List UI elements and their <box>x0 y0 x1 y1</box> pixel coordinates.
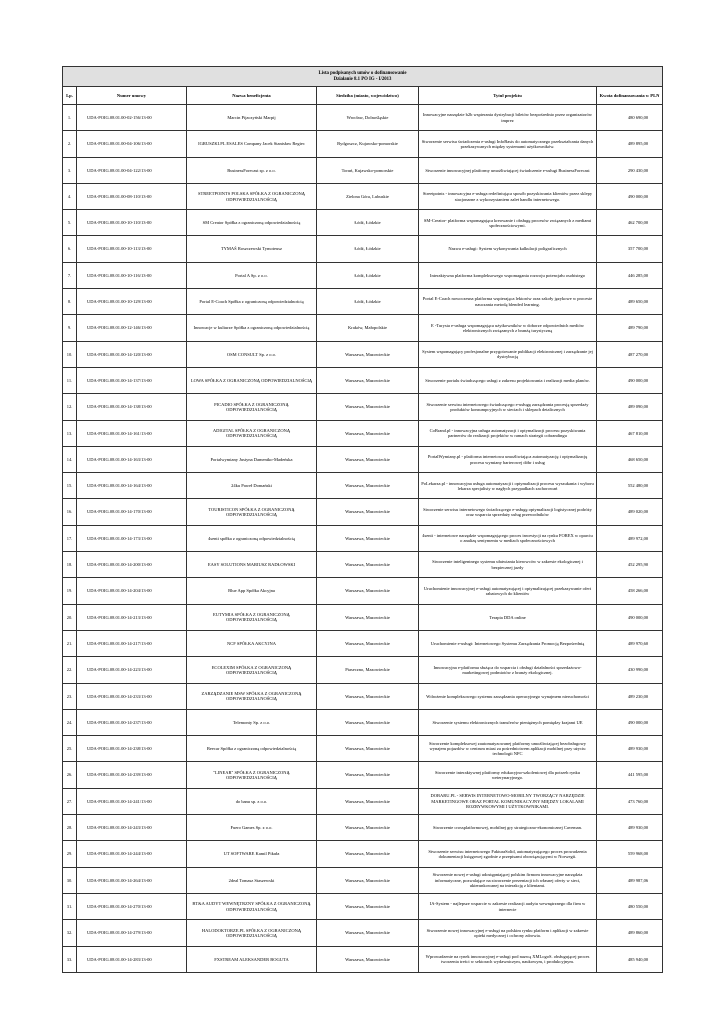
beneficiary-name: NCF SPÓŁKA AKCYJNA <box>187 630 317 656</box>
table-row <box>63 105 663 131</box>
beneficiary-seat: Warszawa, Mazowieckie <box>317 604 419 630</box>
row-lp: 8. <box>63 289 77 315</box>
contract-number: UDA-POIG.08.01.00-14-138/13-00 <box>77 394 187 420</box>
project-title: Stworzenie interaktywnej platformy edukacyjno-szkoleniowej dla potrzeb rynku weterynaryjnego. <box>419 762 597 788</box>
contract-number: UDA-POIG.08.01.00-14-283/13-00 <box>77 946 187 972</box>
beneficiary-name: STREETPOINTS POLSKA SPÓŁKA Z OGRANICZONĄ ODPOWIEDZIALNOŚCIĄ <box>187 183 317 209</box>
funding-amount: 452 295,90 <box>597 552 663 578</box>
contract-number: UDA-POIG.08.01.00-02-156/13-00 <box>77 105 187 131</box>
beneficiary-seat: Wrocław, Dolnośląskie <box>317 105 419 131</box>
beneficiary-seat: Warszawa, Mazowieckie <box>317 420 419 446</box>
row-lp: 25. <box>63 736 77 762</box>
beneficiary-seat: Warszawa, Mazowieckie <box>317 341 419 367</box>
project-title: Stworzenie crossplatformowej, mobilnej gry strategiczno-ekonomicznej Caveman. <box>419 815 597 841</box>
project-title: PoLekarza.pl - innowacyjna usługa automatyzacji i optymalizacji procesu wyszukania i wyboru lekarza specjalisty w nagłych przypadkach zachorowań <box>419 473 597 499</box>
contract-number: UDA-POIG.08.01.00-14-241/13-00 <box>77 788 187 814</box>
beneficiary-seat: Warszawa, Mazowieckie <box>317 841 419 867</box>
project-title: Terapia DDA online <box>419 604 597 630</box>
beneficiary-seat: Łódź, Łódzkie <box>317 262 419 288</box>
table-row <box>63 394 663 420</box>
table-row <box>63 920 663 946</box>
beneficiary-name: SM Creator Spółka z ograniczoną odpowiedzialnością <box>187 210 317 236</box>
beneficiary-name: HALODOKTORZE.PL SPÓŁKA Z OGRANICZONĄ ODPOWIEDZIALNOŚCIĄ <box>187 920 317 946</box>
contract-number: UDA-POIG.08.01.00-14-237/13-00 <box>77 709 187 735</box>
table-row <box>63 131 663 157</box>
row-lp: 13. <box>63 420 77 446</box>
table-row <box>63 893 663 919</box>
beneficiary-name: TYMAŚ Roszczewski Tymoteusz <box>187 236 317 262</box>
table-row <box>63 788 663 814</box>
beneficiary-name: Telemonty Sp. z o.o. <box>187 709 317 735</box>
funding-amount: 468 650,00 <box>597 446 663 472</box>
project-title: Stworzenie inteligentnego systemu ułatwiania kierowców w zakresie ekologicznej i bezpiecznej jazdy <box>419 552 597 578</box>
title-line-2: Działanie 8.1 PO IG - I/2013 <box>333 76 392 82</box>
project-title: Stworzenie nowej e-usługi udostępniającej polskim firmom innowacyjne narzędzia informatyczne, pozwalające na stworzenie prezentacji ich własnej oferty w sieci, ukierunkowanej na interakcję z klientami. <box>419 867 597 893</box>
project-title: IA-System - najlepsze wsparcie w zakresie realizacji audytu wewnętrznego dla firm w internecie <box>419 893 597 919</box>
contract-number: UDA-POIG.08.01.00-14-239/13-00 <box>77 762 187 788</box>
table-row <box>63 420 663 446</box>
project-title: SM-Creator- platforma wspomagająca kreowanie i obsługę procesów związanych z mediami społecznościowymi. <box>419 210 597 236</box>
beneficiary-seat: Warszawa, Mazowieckie <box>317 473 419 499</box>
table-row <box>63 604 663 630</box>
project-title: Wprowadzenie na rynek innowacyjnej e-usługi pod nazwą XMLogoS. obsługującej proces tworzenia treści w sektorach wydawniczym, naukowym, i produkcyjnym. <box>419 946 597 972</box>
contract-number: UDA-POIG.08.01.00-14-170/13-00 <box>77 499 187 525</box>
project-title: Stworzenie serwisu internetowego świadczącego e-usługę zarządzania procesją sprzedaży produktów konsumpcyjnych w sieciach i sklepach detalicznych <box>419 394 597 420</box>
project-title: Portal E-Coach nowoczesna platforma wspierająca lektorów oraz szkoły językowe w procesie nauczania metodą blended learning. <box>419 289 597 315</box>
row-lp: 30. <box>63 867 77 893</box>
beneficiary-name: ECOLEXIM SPÓŁKA Z OGRANICZONĄ ODPOWIEDZIALNOŚCIĄ <box>187 657 317 683</box>
funding-amount: 489 020,00 <box>597 499 663 525</box>
beneficiary-name: FXSTREAM ALEKSANDER BOGUTA <box>187 946 317 972</box>
funding-amount: 490 000,00 <box>597 183 663 209</box>
funding-amount: 430 990,00 <box>597 657 663 683</box>
beneficiary-seat: Warszawa, Mazowieckie <box>317 367 419 393</box>
beneficiary-seat: Warszawa, Mazowieckie <box>317 736 419 762</box>
beneficiary-seat: Piaseczno, Mazowieckie <box>317 657 419 683</box>
row-lp: 32. <box>63 920 77 946</box>
beneficiary-seat: Warszawa, Mazowieckie <box>317 683 419 709</box>
beneficiary-name: TOURISTICON SPÓŁKA Z OGRANICZONĄ ODPOWIEDZIALNOŚCIĄ <box>187 499 317 525</box>
table-title-row <box>63 67 663 87</box>
header-beneficiary: Nazwa beneficjenta <box>187 87 317 105</box>
beneficiary-name: 24ku Paweł Domański <box>187 473 317 499</box>
contract-number: UDA-POIG.08.01.00-10-116/13-00 <box>77 262 187 288</box>
document-page <box>62 66 662 973</box>
row-lp: 29. <box>63 841 77 867</box>
funding-amount: 446 285,00 <box>597 262 663 288</box>
contract-number: UDA-POIG.08.01.00-14-238/13-00 <box>77 736 187 762</box>
table-body <box>63 105 663 973</box>
beneficiary-name: OSM CONSULT Sp. z o.o. <box>187 341 317 367</box>
funding-amount: 290 430,00 <box>597 157 663 183</box>
beneficiary-name: Blue App Spółka Akcyjna <box>187 578 317 604</box>
table-row <box>63 578 663 604</box>
funding-amount: 559 968,00 <box>597 841 663 867</box>
row-lp: 2. <box>63 131 77 157</box>
table-row <box>63 946 663 972</box>
table-row <box>63 709 663 735</box>
row-lp: 12. <box>63 394 77 420</box>
project-title: Nazwa e-usługi: System wykonywania kalkulacji poligraficznych <box>419 236 597 262</box>
beneficiary-name: UT SOFTWARE Kamil Pikuła <box>187 841 317 867</box>
project-title: Uruchomienie innowacyjnej e-usługi automatyzującej i optymalizującej przekazywanie ofert rabatowych do klientów <box>419 578 597 604</box>
row-lp: 5. <box>63 210 77 236</box>
contract-number: UDA-POIG.08.01.00-14-137/13-00 <box>77 367 187 393</box>
funding-amount: 357 700,00 <box>597 236 663 262</box>
contract-number: UDA-POIG.08.01.00-14-204/13-00 <box>77 578 187 604</box>
funding-amount: 489 930,00 <box>597 815 663 841</box>
beneficiary-name: Portal E-Coach Spółka z ograniczoną odpowiedzialnością <box>187 289 317 315</box>
funding-amount: 462 700,00 <box>597 210 663 236</box>
funding-amount: 458 266,00 <box>597 578 663 604</box>
contract-number: UDA-POIG.08.01.00-14-233/13-00 <box>77 683 187 709</box>
project-title: Stworzenie serwisu internetowego FakturaSolid, automatyzującego proces prowadzenia dokumentacji księgowej zgodnie z przepisami obowiązującymi w Norwegii. <box>419 841 597 867</box>
table-row <box>63 630 663 656</box>
row-lp: 1. <box>63 105 77 131</box>
project-title: PortalWymiany.pl - platforma internetowa umożliwiająca automatyzację i optymalizację procesu wymiany barterowej dóbr i usług <box>419 446 597 472</box>
beneficiary-seat: Warszawa, Mazowieckie <box>317 394 419 420</box>
contract-number: UDA-POIG.08.01.00-04-122/13-00 <box>77 157 187 183</box>
row-lp: 10. <box>63 341 77 367</box>
beneficiary-name: Innowacje w kulturze Spółka z ograniczoną odpowiedzialnością <box>187 315 317 341</box>
row-lp: 3. <box>63 157 77 183</box>
contract-number: UDA-POIG.08.01.00-14-164/13-00 <box>77 473 187 499</box>
contract-number: UDA-POIG.08.01.00-14-244/13-00 <box>77 841 187 867</box>
table-row <box>63 183 663 209</box>
project-title: 4senti - internetowe narzędzie wspomagającego proces inwestycji na rynku FOREX w oparciu o analizę sentymentu w mediach społecznościowych <box>419 525 597 551</box>
project-title: Interaktywna platforma kompleksowego wspomagania rozwoju potencjału osobistego <box>419 262 597 288</box>
contract-number: UDA-POIG.08.01.00-10-113/13-00 <box>77 236 187 262</box>
contracts-table <box>62 66 663 973</box>
funding-amount: 485 940,00 <box>597 946 663 972</box>
funding-amount: 489 972,00 <box>597 525 663 551</box>
table-row <box>63 262 663 288</box>
contract-number: UDA-POIG.08.01.00-14-213/13-00 <box>77 604 187 630</box>
table-row <box>63 552 663 578</box>
beneficiary-name: IGRUSZKI.PL ESALES Company Jacek Stanisław Regiec <box>187 131 317 157</box>
project-title: Stworzenie serwisu internetowego świadczącego e-usługę optymalizacji logistycznej podróży oraz wsparcia sprzedaży usług przewodników <box>419 499 597 525</box>
project-title: Innowacyjne narzędzie b2b wspierania dystrybucji biletów bezpośrednio przez organizatorów imprez <box>419 105 597 131</box>
project-title: Stworzenie kompleksowej zautomatyzowanej platformy umożliwiającej bezobsługowy wynajem pojazdów w centrum miast za pośrednictwem aplikacji mobilnej przy użyciu technologii NFC <box>419 736 597 762</box>
funding-amount: 489 860,00 <box>597 920 663 946</box>
row-lp: 18. <box>63 552 77 578</box>
beneficiary-seat: Warszawa, Mazowieckie <box>317 446 419 472</box>
funding-amount: 441 595,00 <box>597 762 663 788</box>
row-lp: 23. <box>63 683 77 709</box>
funding-amount: 489 895,00 <box>597 131 663 157</box>
header-contract-number: Numer umowy <box>77 87 187 105</box>
project-title: DOBARU.PL - SERWIS INTERNETOWO-MOBILNY TWORZĄCY NARZĘDZIE MARKETINGOWE ORAZ PORTAL KOMUNIKACYJNY MIĘDZY LOKALAMI ROZRYWKOWYMI I UŻYTKOWNIKAMI. <box>419 788 597 814</box>
title-line-1: Lista podpisanych umów o dofinansowanie <box>318 71 407 77</box>
beneficiary-name: EASY SOLUTIONS MARIUSZ RADŁOWSKI <box>187 552 317 578</box>
funding-amount: 489 930,00 <box>597 736 663 762</box>
row-lp: 19. <box>63 578 77 604</box>
contract-number: UDA-POIG.08.01.00-12-146/13-00 <box>77 315 187 341</box>
funding-amount: 487 270,00 <box>597 341 663 367</box>
beneficiary-seat: Warszawa, Mazowieckie <box>317 946 419 972</box>
row-lp: 22. <box>63 657 77 683</box>
table-row <box>63 525 663 551</box>
project-title: Stworzenie portalu świadczącego usługi z zakresu projektowania i realizacji media planów. <box>419 367 597 393</box>
row-lp: 6. <box>63 236 77 262</box>
table-row <box>63 289 663 315</box>
beneficiary-seat: Warszawa, Mazowieckie <box>317 920 419 946</box>
project-title: E -Turysta e-usługa wspomagająca użytkowników w doborze odpowiednich mediów elektronicznych związanych z branżą turystyczną <box>419 315 597 341</box>
table-row <box>63 867 663 893</box>
beneficiary-seat: Warszawa, Mazowieckie <box>317 762 419 788</box>
funding-amount: 490 000,00 <box>597 709 663 735</box>
table-row <box>63 236 663 262</box>
table-row <box>63 341 663 367</box>
funding-amount: 490 000,00 <box>597 604 663 630</box>
beneficiary-seat: Warszawa, Mazowieckie <box>317 788 419 814</box>
beneficiary-name: Portalwymiany Justyna Damentko-Madeńska <box>187 446 317 472</box>
project-title: System wspomagający profesjonalne przygotowanie publikacji elektronicznej i zarządzanie jej dystrybucją <box>419 341 597 367</box>
project-title: Wdrożenie kompleksowego systemu zarządzania operacyjnego wynajmem nieruchomości <box>419 683 597 709</box>
beneficiary-seat: Toruń, Kujawsko-pomorskie <box>317 157 419 183</box>
funding-amount: 489 090,00 <box>597 394 663 420</box>
beneficiary-seat: Zielona Góra, Lubuskie <box>317 183 419 209</box>
funding-amount: 490 000,00 <box>597 367 663 393</box>
row-lp: 17. <box>63 525 77 551</box>
table-row <box>63 446 663 472</box>
table-row <box>63 499 663 525</box>
contract-number: UDA-POIG.08.01.00-08-110/13-00 <box>77 183 187 209</box>
header-seat: Siedziba (miasto, województwo) <box>317 87 419 105</box>
table-row <box>63 367 663 393</box>
funding-amount: 552 480,00 <box>597 473 663 499</box>
beneficiary-seat: Warszawa, Mazowieckie <box>317 499 419 525</box>
beneficiary-name: Beecar Spółka z ograniczoną odpowiedzialnością <box>187 736 317 762</box>
table-row <box>63 815 663 841</box>
beneficiary-seat: Łódź, Łódzkie <box>317 289 419 315</box>
row-lp: 7. <box>63 262 77 288</box>
contract-number: UDA-POIG.08.01.00-14-264/13-00 <box>77 867 187 893</box>
row-lp: 4. <box>63 183 77 209</box>
header-row <box>63 87 663 105</box>
beneficiary-name: Portal A Sp. z o.o. <box>187 262 317 288</box>
contract-number: UDA-POIG.08.01.00-14-120/13-00 <box>77 341 187 367</box>
contract-number: UDA-POIG.08.01.00-14-163/13-00 <box>77 446 187 472</box>
beneficiary-seat: Warszawa, Mazowieckie <box>317 552 419 578</box>
contract-number: UDA-POIG.08.01.00-14-243/13-00 <box>77 815 187 841</box>
contract-number: UDA-POIG.08.01.00-14-173/13-00 <box>77 525 187 551</box>
row-lp: 15. <box>63 473 77 499</box>
table-row <box>63 841 663 867</box>
row-lp: 9. <box>63 315 77 341</box>
funding-amount: 489 987,06 <box>597 867 663 893</box>
table-title <box>63 67 663 87</box>
funding-amount: 489 790,00 <box>597 315 663 341</box>
table-row <box>63 736 663 762</box>
project-title: Innowacyjna e-platforma służąca do wsparcia i obsługi działalności sprzedażowo-marketingowej podmiotów z branży ekologicznej. <box>419 657 597 683</box>
project-title: Stworzenie innowacyjnej platformy umożliwiającej świadczenie e-usługi BusinessForecast <box>419 157 597 183</box>
table-row <box>63 657 663 683</box>
project-title: Stworzenie systemu elektronicznych transferów pieniężnych pomiędzy krajami UE <box>419 709 597 735</box>
beneficiary-name: ZARZĄDZANIE MSW SPÓŁKA Z OGRANICZONĄ ODPOWIEDZIALNOŚCIĄ <box>187 683 317 709</box>
funding-amount: 467 810,00 <box>597 420 663 446</box>
beneficiary-name: BT&A AUDYT WEWNĘTRZNY SPÓŁKA Z OGRANICZONĄ ODPOWIEDZIALNOŚCIĄ <box>187 893 317 919</box>
beneficiary-seat: Łódź, Łódzkie <box>317 236 419 262</box>
row-lp: 11. <box>63 367 77 393</box>
table-row <box>63 762 663 788</box>
row-lp: 20. <box>63 604 77 630</box>
beneficiary-name: BusinessForecast sp. z o.o. <box>187 157 317 183</box>
beneficiary-seat: Warszawa, Mazowieckie <box>317 867 419 893</box>
project-title: Streetpoints - innowacyjna e-usługa redefiniująca sposób pozyskiwania klientów przez sklepy stacjonarne z wykorzystaniem zaleŧ handlu internetowego. <box>419 183 597 209</box>
beneficiary-name: do banu sp. z o.o. <box>187 788 317 814</box>
funding-amount: 489 230,00 <box>597 683 663 709</box>
beneficiary-seat: Warszawa, Mazowieckie <box>317 578 419 604</box>
table-row <box>63 683 663 709</box>
beneficiary-name: "LINEAR" SPÓŁKA Z OGRANICZONĄ ODPOWIEDZIALNOŚCIĄ <box>187 762 317 788</box>
beneficiary-name: 2deal Tomasz Staszewski <box>187 867 317 893</box>
beneficiary-name: ADIGITAL SPÓŁKA Z OGRANICZONĄ ODPOWIEDZIALNOŚCIĄ <box>187 420 317 446</box>
contract-number: UDA-POIG.08.01.00-14-270/13-00 <box>77 893 187 919</box>
funding-amount: 489 970,60 <box>597 630 663 656</box>
beneficiary-seat: Warszawa, Mazowieckie <box>317 709 419 735</box>
row-lp: 16. <box>63 499 77 525</box>
funding-amount: 480 690,00 <box>597 105 663 131</box>
beneficiary-name: Marcin Pijaczyński Marpij <box>187 105 317 131</box>
row-lp: 14. <box>63 446 77 472</box>
row-lp: 26. <box>63 762 77 788</box>
beneficiary-name: PICADIO SPÓŁKA Z OGRANICZONĄ ODPOWIEDZIALNOŚCIĄ <box>187 394 317 420</box>
beneficiary-name: Fuero Games Sp. z o.o. <box>187 815 317 841</box>
project-title: Uruchomienie e-usługi: Internetowego Systemu Zarządzania Promocją Bezpośrednią <box>419 630 597 656</box>
row-lp: 28. <box>63 815 77 841</box>
beneficiary-name: LOWA SPÓŁKA Z OGRANICZONĄ ODPOWIEDZIALNOŚCIĄ <box>187 367 317 393</box>
contract-number: UDA-POIG.08.01.00-14-279/13-00 <box>77 920 187 946</box>
funding-amount: 480 550,00 <box>597 893 663 919</box>
header-amount: Kwota dofinansowania w PLN <box>597 87 663 105</box>
header-project-title: Tytuł projektu <box>419 87 597 105</box>
beneficiary-seat: Łódź, Łódzkie <box>317 210 419 236</box>
row-lp: 31. <box>63 893 77 919</box>
project-title: Stworzenie serwisu świadczenia e-usługi InfoBasis do automatycznego przekształcania danych przekazywanych między systemami użytkowników. <box>419 131 597 157</box>
beneficiary-seat: Warszawa, Mazowieckie <box>317 525 419 551</box>
row-lp: 33. <box>63 946 77 972</box>
row-lp: 24. <box>63 709 77 735</box>
beneficiary-seat: Bydgoszcz, Kujawsko-pomorskie <box>317 131 419 157</box>
contract-number: UDA-POIG.08.01.00-14-217/13-00 <box>77 630 187 656</box>
table-row <box>63 157 663 183</box>
contract-number: UDA-POIG.08.01.00-14-200/13-00 <box>77 552 187 578</box>
funding-amount: 473 760,00 <box>597 788 663 814</box>
contract-number: UDA-POIG.08.01.00-14-161/13-00 <box>77 420 187 446</box>
beneficiary-seat: Kraków, Małopolskie <box>317 315 419 341</box>
beneficiary-seat: Warszawa, Mazowieckie <box>317 893 419 919</box>
funding-amount: 489 650,00 <box>597 289 663 315</box>
beneficiary-name: 4senti spółka z ograniczoną odpowiedzialnością <box>187 525 317 551</box>
beneficiary-seat: Warszawa, Mazowieckie <box>317 630 419 656</box>
table-row <box>63 473 663 499</box>
row-lp: 21. <box>63 630 77 656</box>
contract-number: UDA-POIG.08.01.00-14-223/13-00 <box>77 657 187 683</box>
beneficiary-name: EUTYMIA SPÓŁKA Z OGRANICZONĄ ODPOWIEDZIALNOŚCIĄ <box>187 604 317 630</box>
header-lp: Lp. <box>63 87 77 105</box>
beneficiary-seat: Warszawa, Mazowieckie <box>317 815 419 841</box>
project-title: CoBrand.pl - innowacyjna usługa automatyzacji i optymalizacji procesu pozyskiwania partnerów do realizacji projektów w ramach strategii cobrandingu <box>419 420 597 446</box>
contract-number: UDA-POIG.08.01.00-10-110/13-00 <box>77 210 187 236</box>
contract-number: UDA-POIG.08.01.00-04-106/13-00 <box>77 131 187 157</box>
table-row <box>63 210 663 236</box>
table-row <box>63 315 663 341</box>
row-lp: 27. <box>63 788 77 814</box>
project-title: Stworzenie nowej innowacyjnej e-usługi na polskim rynku platform i aplikacji w zakresie opieki medycznej i ochrony zdrowia. <box>419 920 597 946</box>
contract-number: UDA-POIG.08.01.00-10-129/13-00 <box>77 289 187 315</box>
